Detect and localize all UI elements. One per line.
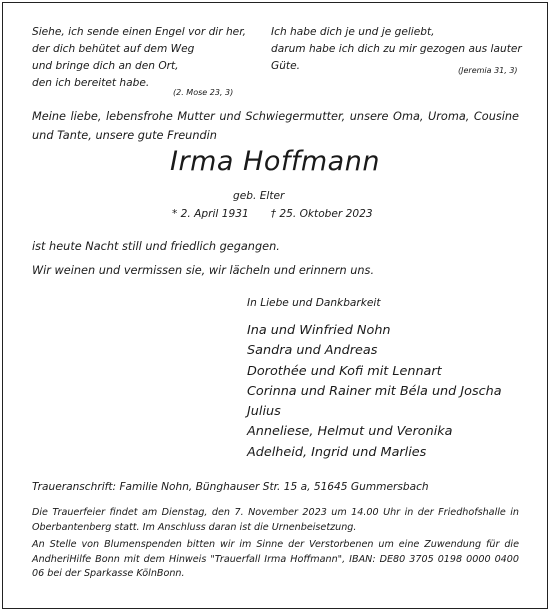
funeral-info: Die Trauerfeier findet am Dienstag, den 7. November 2023 um 14.00 Uhr in der Friedhofshalle in Oberbantenberg statt. Im Anschluss daran ist die Urnenbeisetzung. — [32, 507, 519, 533]
mourner-item: Sandra und Andreas — [247, 343, 378, 359]
verse-line: den ich bereitet habe. — [32, 77, 150, 89]
donation-info: An Stelle von Blumenspenden bitten wir im Sinne der Verstorbenen um eine Zuwendung für die AndheriHilfe Bonn mit dem Hinweis "Trauerfall Irma Hoffmann", IBAN: DE80 3705 0198 0000 0400 06 bei der Sparkasse KölnBonn. — [32, 539, 519, 579]
mourner-item: Ina und Winfried Nohn — [247, 323, 391, 338]
verse-line: der dich behütet auf dem Weg — [32, 43, 195, 55]
mourning-address: Traueranschrift: Familie Nohn, Bünghauser Str. 15 a, 51645 Gummersbach — [32, 481, 429, 493]
verse-reference: (2. Mose 23, 3) — [173, 88, 234, 97]
mourners-list — [247, 321, 502, 463]
closing-text: In Liebe und Dankbarkeit — [247, 297, 381, 309]
verse-line: Ich habe dich je und je geliebt, — [271, 26, 435, 38]
verse-reference: (Jeremia 31, 3) — [458, 66, 518, 75]
mourner-item: Julius — [247, 404, 281, 420]
bible-verse-left — [32, 24, 246, 97]
mourner-item: Anneliese, Helmut und Veronika — [247, 424, 453, 440]
mourner-item: Dorothée und Kofi mit Lennart — [247, 363, 442, 379]
birth-date: * 2. April 1931 — [172, 208, 249, 220]
mourner-item: Adelheid, Ingrid und Marlies — [247, 444, 427, 460]
intro-text: Meine liebe, lebensfrohe Mutter und Schwiegermutter, unsere Oma, Uroma, Cousine und Tante, unsere gute Freundin — [32, 110, 519, 142]
verse-line: und bringe dich an den Ort, — [32, 60, 179, 72]
bible-verse-right — [271, 24, 550, 75]
remembrance-text: Wir weinen und vermissen sie, wir lächeln und erinnern uns. — [32, 264, 375, 277]
statement-text: ist heute Nacht still und friedlich gegangen. — [32, 240, 280, 253]
life-dates — [172, 208, 395, 220]
mourner-item: Corinna und Rainer mit Béla und Joscha — [247, 383, 502, 399]
verse-line: Siehe, ich sende einen Engel vor dir her, — [32, 26, 246, 38]
birth-name: geb. Elter — [233, 190, 285, 202]
deceased-name: Irma Hoffmann — [170, 146, 380, 177]
verse-line: darum habe ich dich zu mir gezogen aus lauter Güte. — [271, 43, 522, 72]
death-date: † 25. Oktober 2023 — [270, 208, 373, 220]
